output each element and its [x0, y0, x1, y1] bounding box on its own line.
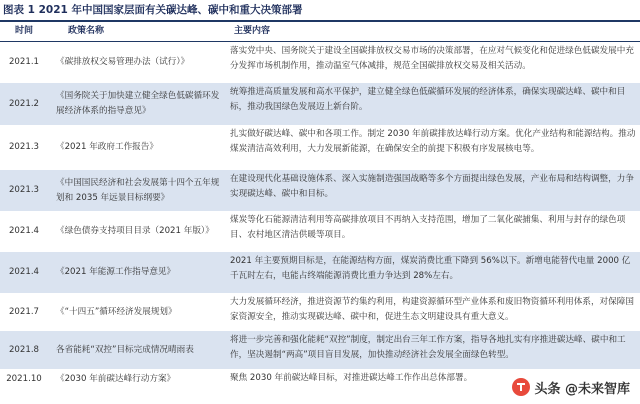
row-policy: 《绿色债券支持项目目录（2021 年版）》 — [56, 226, 214, 236]
row-time: 2021.10 — [6, 373, 42, 384]
watermark — [508, 376, 634, 398]
table-row — [0, 170, 640, 211]
row-time: 2021.3 — [8, 142, 40, 152]
row-policy: 《2021 年能源工作指导意见》 — [56, 267, 176, 277]
row-content: 煤炭等化石能源清洁利用等高碳排放项目不再纳入支持范围，增加了二氧化碳捕集、利用与封存的绿色项目、农村地区清洁供暖等项目。 — [230, 215, 626, 240]
table-header — [0, 20, 640, 42]
row-content: 聚焦 2030 年前碳达峰目标，对推进碳达峰工作作出总体部署。 — [230, 373, 473, 383]
row-time: 2021.4 — [8, 226, 40, 236]
header-content: 主要内容 — [234, 26, 271, 36]
row-time: 2021.7 — [8, 306, 40, 317]
row-time: 2021.1 — [8, 57, 40, 67]
figure-title: 图表 1 2021 年中国国家层面有关碳达峰、碳中和重大决策部署 — [3, 4, 303, 16]
row-content: 统筹推进高质量发展和高水平保护，建立健全绿色低碳循环发展的经济体系，确保实现碳达峰、碳中和目标，推动我国绿色发展迈上新台阶。 — [230, 87, 626, 112]
row-policy: 《2021 年政府工作报告》 — [56, 142, 158, 152]
table-body — [0, 42, 640, 389]
row-content: 在建设现代化基础设施体系、深入实施制造强国战略等多个方面提出绿色发展，产业布局和结构调整，力争实现碳达峰、碳中和目标。 — [230, 174, 634, 199]
header-time: 时间 — [14, 26, 33, 36]
row-policy: 《碳排放权交易管理办法（试行）》 — [56, 57, 190, 67]
header-policy: 政策名称 — [68, 26, 105, 36]
table-row — [0, 125, 640, 170]
table-row — [0, 211, 640, 252]
row-policy: 各省能耗“双控”目标完成情况晴雨表 — [56, 344, 194, 355]
row-content: 扎实做好碳达峰、碳中和各项工作。制定 2030 年前碳排放达峰行动方案。优化产业结构和能源结构。推动煤炭清洁高效利用，大力发展新能源，在确保安全的前提下积极有序发展核电等。 — [230, 129, 636, 154]
row-policy: 《中国国民经济和社会发展第十四个五年规划和 2035 年远景目标纲要》 — [56, 177, 220, 203]
table-row — [0, 42, 640, 83]
table-row — [0, 252, 640, 293]
row-content: 将进一步完善和强化能耗“双控”制度，制定出台三年工作方案，指导各地扎实有序推进碳达峰、碳中和工作，坚决遏制“两高”项目盲目发展，加快推动经济社会发展全面绿色转型。 — [230, 335, 626, 360]
row-time: 2021.3 — [8, 185, 40, 195]
table-row — [0, 83, 640, 125]
row-policy: 《国务院关于加快建立健全绿色低碳循环发展经济体系的指导意见》 — [56, 91, 220, 116]
row-policy: 《2030 年前碳达峰行动方案》 — [56, 373, 176, 384]
row-time: 2021.4 — [8, 267, 40, 277]
row-policy: 《“十四五”循环经济发展规划》 — [56, 306, 177, 317]
toutiao-logo-icon — [512, 378, 530, 396]
watermark-text: 头条 @未来智库 — [534, 381, 630, 397]
row-content: 2021 年主要预期目标是，在能源结构方面，煤炭消费比重下降到 56%以下。新增电能替代电量 2000 亿千瓦时左右，电能占终端能源消费比重力争达到 28%左右。 — [230, 256, 631, 281]
row-time: 2021.8 — [8, 344, 40, 355]
row-content: 落实党中央、国务院关于建设全国碳排放权交易市场的决策部署，在应对气候变化和促进绿色低碳发展中充分发挥市场机制作用，推动温室气体减排，规范全国碳排放权交易及相关活动。 — [230, 46, 634, 71]
row-time: 2021.2 — [8, 98, 40, 109]
table-row — [0, 331, 640, 369]
table-row — [0, 293, 640, 331]
row-content: 大力发展循环经济，推进资源节约集约利用，构建资源循环型产业体系和废旧物资循环利用体系，对保障国家资源安全，推动实现碳达峰、碳中和，促进生态文明建设具有重大意义。 — [230, 297, 634, 322]
